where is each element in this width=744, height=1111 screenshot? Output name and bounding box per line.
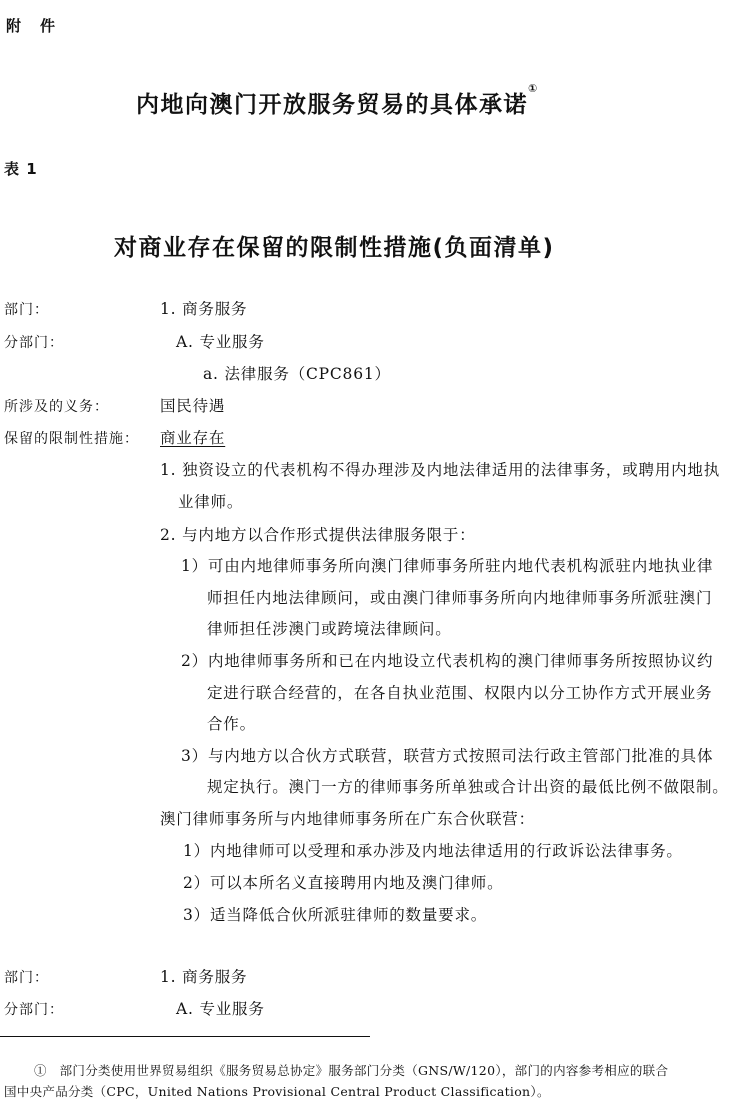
measure-line: 1）内地律师可以受理和承办涉及内地法律适用的行政诉讼法律事务。 [183, 842, 683, 860]
sector-label: 部门： [4, 302, 49, 318]
subsector-value: A. 专业服务 [176, 333, 265, 351]
footnote-divider [0, 1036, 370, 1037]
obligation-label: 所涉及的义务： [4, 399, 109, 415]
sector-value: 1. 商务服务 [160, 300, 248, 318]
subsector-item: a. 法律服务（CPC861） [203, 365, 391, 383]
sector-value-2: 1. 商务服务 [160, 968, 248, 986]
table-label: 表 1 [4, 160, 38, 178]
measure-line: 师担任内地法律顾问，或由澳门律师事务所向内地律师事务所派驻澳门 [207, 589, 713, 607]
measures-heading: 商业存在 [160, 429, 226, 447]
measure-line: 澳门律师事务所与内地律师事务所在广东合伙联营： [160, 810, 535, 828]
measure-line: 业律师。 [178, 493, 244, 511]
measure-line: 2. 与内地方以合作形式提供法律服务限于： [160, 526, 476, 544]
measures-label: 保留的限制性措施： [4, 431, 139, 447]
subtitle: 对商业存在保留的限制性措施(负面清单) [114, 235, 555, 261]
footnote-line-1: ① 部门分类使用世界贸易组织《服务贸易总协定》服务部门分类（GNS/W/120），部门的内容参考相应的联合 [34, 1063, 669, 1078]
measure-line: 2）可以本所名义直接聘用内地及澳门律师。 [183, 874, 504, 892]
measure-line: 律师担任涉澳门或跨境法律顾问。 [207, 620, 452, 638]
obligation-value: 国民待遇 [160, 397, 226, 415]
subsector-label: 分部门： [4, 335, 64, 351]
main-title [136, 82, 539, 119]
title-footnote-mark: ① [528, 82, 539, 95]
measure-line: 合作。 [207, 715, 256, 733]
subsector-label-2: 分部门： [4, 1002, 64, 1018]
measure-line: 3）与内地方以合伙方式联营，联营方式按照司法行政主管部门批准的具体 [181, 747, 714, 765]
subsector-value-2: A. 专业服务 [176, 1000, 265, 1018]
footnote-line-2: 国中央产品分类（CPC，United Nations Provisional Central Product Classification）。 [4, 1084, 550, 1099]
measure-line: 规定执行。澳门一方的律师事务所单独或合计出资的最低比例不做限制。 [207, 778, 729, 796]
sector-label-2: 部门： [4, 970, 49, 986]
measure-line: 1）可由内地律师事务所向澳门律师事务所驻内地代表机构派驻内地执业律 [181, 557, 714, 575]
measure-line: 定进行联合经营的，在各自执业范围、权限内以分工协作方式开展业务 [207, 684, 713, 702]
main-title-text: 内地向澳门开放服务贸易的具体承诺 [136, 92, 528, 118]
attachment-label: 附 件 [6, 17, 58, 35]
measure-line: 1. 独资设立的代表机构不得办理涉及内地法律适用的法律事务，或聘用内地执 [160, 461, 721, 479]
measure-line: 2）内地律师事务所和已在内地设立代表机构的澳门律师事务所按照协议约 [181, 652, 714, 670]
measure-line: 3）适当降低合伙所派驻律师的数量要求。 [183, 906, 488, 924]
